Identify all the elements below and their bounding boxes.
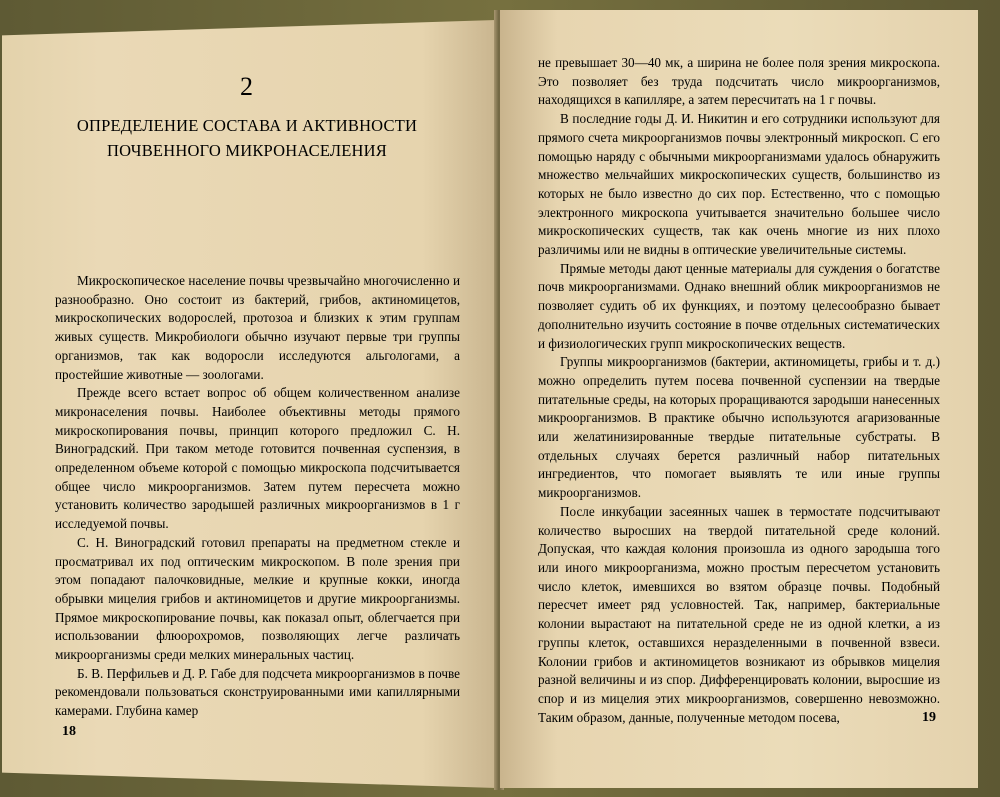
chapter-number: 2: [240, 72, 254, 101]
left-text-column: [55, 272, 460, 721]
chapter-title-line: ОПРЕДЕЛЕНИЕ СОСТАВА И АКТИВНОСТИ: [76, 116, 418, 135]
paragraph: После инкубации засеянных чашек в термостате подсчитывают количество выросших на твердой питательной среде колоний. Допуская, что каждая колония произошла из одного зародыша того или иного микроорганизма, можно простым пересчетом установить число клеток, имевшихся во взятом образце почвы. Подобный пересчет имеет ряд условностей. Так, например, бактериальные колонии вырастают на питательной среде не из одной клетки, а из группы клеток, оставшихся неразделенными в почвенной взвеси. Колонии грибов и актиномицетов возникают из обрывков мицелия разной величины и из спор. Дифференцировать колонии, выросшие из спор и из мицелия этих микроорганизмов, совершенно невозможно. Таким образом, данные, полученные методом посева,: [538, 503, 940, 725]
right-text-column: [538, 54, 940, 727]
page-number-right: 19: [922, 710, 936, 725]
chapter-title-line: ПОЧВЕННОГО МИКРОНАСЕЛЕНИЯ: [106, 141, 387, 160]
paragraph: Микроскопическое население почвы чрезвычайно многочисленно и разнообразно. Оно состоит из бактерий, грибов, актиномицетов, микроскопических водорослей, протозоа и близких к этим группам живых существ. Микробиологи обычно изучают первые три группы организмов, так как водоросли исследуются альгологами, а простейшие животные — зоологами.: [55, 273, 460, 382]
chapter-title: [60, 113, 434, 163]
paragraph: Группы микроорганизмов (бактерии, актиномицеты, грибы и т. д.) можно определить путем посева почвенной суспензии на твердые питательные среды, на которых проращиваются зародыши нанесенных микроорганизмов. В практике обычно используются агаризованные или желатинизированные твердые питательные субстраты. В отдельных случаях берется различный набор питательных ингредиентов, что помогает выявлять те или иные группы микроорганизмов.: [538, 354, 940, 501]
paragraph: В последние годы Д. И. Никитин и его сотрудники используют для прямого счета микроорганизмов почвы электронный микроскоп. С его помощью наряду с обычными микроорганизмами удалось обнаружить множество мельчайших микроскопических существ, большинство из которых не было известно до сих пор. Естественно, что с помощью электронного микроскопа учитывается значительно большее число микроскопических существ, так как очень многие из них плохо различимы или не видны в оптические увеличительные системы.: [538, 111, 940, 258]
paragraph: Прямые методы дают ценные материалы для суждения о богатстве почв микроорганизмами. Однако внешний облик микроорганизмов не позволяет судить об их функциях, и поэтому целесообразно бывает дополнительно изучить состояние в почве отдельных систематических и физиологических групп микроскопических веществ.: [538, 260, 940, 351]
paragraph: не превышает 30—40 мк, а ширина не более поля зрения микроскопа. Это позволяет без труда подсчитать число микроорганизмов, находящихся в капилляре, а затем пересчитать на 1 г почвы.: [538, 55, 940, 108]
paragraph: С. Н. Виноградский готовил препараты на предметном стекле и просматривал их под оптическим микроскопом. В поле зрения при этом попадают палочковидные, мелкие и крупные кокки, иногда обрывки мицелия грибов и актиномицетов и другие микроорганизмы. Прямое микроскопирование почвы, как показал опыт, облегчается при использовании флюорохромов, позволяющих легче различать микроорганизмы среди мелких минеральных частиц.: [55, 534, 460, 663]
page-number-left: 18: [62, 724, 76, 739]
paragraph: Прежде всего встает вопрос об общем количественном анализе микронаселения почвы. Наиболее объективны методы прямого микроскопирования почвы, принцип которого предложил С. Н. Виноградский. При таком методе готовится почвенная суспензия, в определенном объеме которой с помощью микроскопа подсчитывается общее число микроорганизмов. Затем путем пересчета можно установить количество зародышей различных микроорганизмов в 1 г исследуемой почвы.: [55, 385, 460, 532]
paragraph: Б. В. Перфильев и Д. Р. Габе для подсчета микроорганизмов в почве рекомендовали пользоваться сконструированными ими капиллярными камерами. Глубина камер: [55, 665, 460, 719]
